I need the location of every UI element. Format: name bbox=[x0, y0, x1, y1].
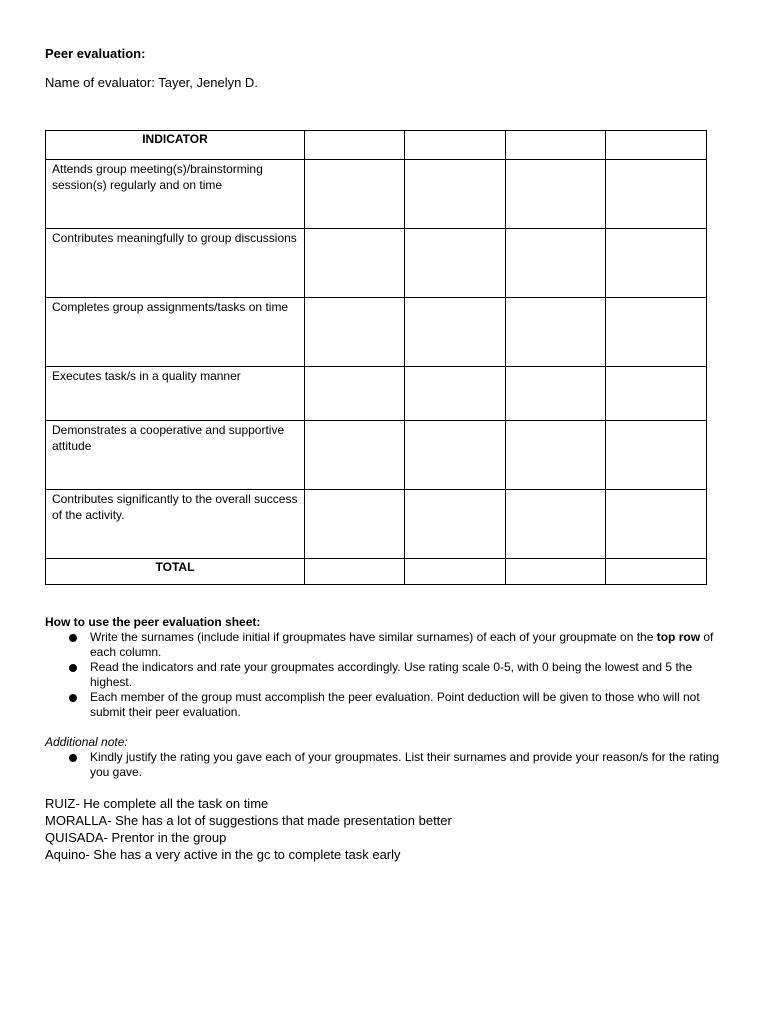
rating-cell[interactable] bbox=[305, 367, 405, 421]
groupmate-name-cell-2[interactable] bbox=[405, 131, 506, 160]
list-item bbox=[45, 630, 735, 660]
groupmate-name-cell-4[interactable] bbox=[606, 131, 707, 160]
total-cell[interactable] bbox=[305, 559, 405, 585]
justification-line: QUISADA- Prentor in the group bbox=[45, 830, 227, 845]
total-cell[interactable] bbox=[606, 559, 707, 585]
table-row bbox=[46, 490, 707, 559]
rating-cell[interactable] bbox=[506, 298, 606, 367]
rating-cell[interactable] bbox=[405, 298, 506, 367]
bullet-icon bbox=[69, 664, 77, 672]
groupmate-name-cell-1[interactable] bbox=[305, 131, 405, 160]
rating-cell[interactable] bbox=[305, 421, 405, 490]
rating-cell[interactable] bbox=[305, 229, 405, 298]
table-row bbox=[46, 421, 707, 490]
indicator-header: INDICATOR bbox=[46, 131, 305, 160]
groupmate-name-cell-3[interactable] bbox=[506, 131, 606, 160]
instructions-title: How to use the peer evaluation sheet: bbox=[45, 615, 261, 629]
rating-cell[interactable] bbox=[305, 160, 405, 229]
rating-cell[interactable] bbox=[606, 367, 707, 421]
instruction-text: Each member of the group must accomplish the peer evaluation. Point deduction will be given to those who will not submit their peer evaluation. bbox=[90, 690, 700, 719]
total-cell[interactable] bbox=[506, 559, 606, 585]
list-item bbox=[45, 660, 735, 690]
indicator-label: Demonstrates a cooperative and supportive attitude bbox=[46, 421, 305, 490]
total-cell[interactable] bbox=[405, 559, 506, 585]
rating-cell[interactable] bbox=[506, 421, 606, 490]
rating-cell[interactable] bbox=[606, 160, 707, 229]
total-label: TOTAL bbox=[46, 559, 305, 585]
indicator-label: Executes task/s in a quality manner bbox=[46, 367, 305, 421]
page-title: Peer evaluation: bbox=[45, 46, 146, 61]
table-row bbox=[46, 160, 707, 229]
bullet-icon bbox=[69, 634, 77, 642]
justification-line: MORALLA- She has a lot of suggestions that made presentation better bbox=[45, 813, 452, 828]
instruction-text: of each column. bbox=[90, 630, 714, 659]
note-list bbox=[45, 750, 735, 780]
justification-line: RUIZ- He complete all the task on time bbox=[45, 796, 269, 811]
peer-evaluation-table bbox=[45, 130, 707, 585]
rating-cell[interactable] bbox=[405, 490, 506, 559]
rating-cell[interactable] bbox=[506, 160, 606, 229]
rating-cell[interactable] bbox=[606, 298, 707, 367]
rating-cell[interactable] bbox=[405, 160, 506, 229]
note-text: Kindly justify the rating you gave each of your groupmates. List their surnames and provide your reason/s for the rating you gave. bbox=[90, 750, 720, 779]
table-row bbox=[46, 367, 707, 421]
instruction-text: Read the indicators and rate your groupmates accordingly. Use rating scale 0-5, with 0 being the lowest and 5 the highest. bbox=[90, 660, 693, 689]
table-row bbox=[46, 298, 707, 367]
list-item bbox=[45, 690, 735, 720]
justification-line: Aquino- She has a very active in the gc to complete task early bbox=[45, 847, 401, 862]
indicator-label: Contributes significantly to the overall success of the activity. bbox=[46, 490, 305, 559]
additional-note-title: Additional note: bbox=[45, 735, 128, 749]
bullet-icon bbox=[69, 754, 77, 762]
rating-cell[interactable] bbox=[606, 421, 707, 490]
rating-cell[interactable] bbox=[305, 490, 405, 559]
rating-cell[interactable] bbox=[405, 229, 506, 298]
instruction-emphasis: top row bbox=[656, 630, 701, 644]
rating-cell[interactable] bbox=[405, 421, 506, 490]
bullet-icon bbox=[69, 694, 77, 702]
justifications-section bbox=[45, 795, 452, 863]
evaluator-name: Name of evaluator: Tayer, Jenelyn D. bbox=[45, 75, 258, 90]
rating-cell[interactable] bbox=[506, 229, 606, 298]
rating-cell[interactable] bbox=[305, 298, 405, 367]
instructions-section bbox=[45, 615, 735, 780]
rating-cell[interactable] bbox=[506, 490, 606, 559]
indicator-label: Completes group assignments/tasks on time bbox=[46, 298, 305, 367]
table-row bbox=[46, 229, 707, 298]
indicator-label: Attends group meeting(s)/brainstorming session(s) regularly and on time bbox=[46, 160, 305, 229]
total-row bbox=[46, 559, 707, 585]
list-item bbox=[45, 750, 735, 780]
instructions-list bbox=[45, 630, 735, 720]
rating-cell[interactable] bbox=[405, 367, 506, 421]
instruction-text: Write the surnames (include initial if groupmates have similar surnames) of each of your groupmate on the bbox=[90, 630, 657, 644]
table-header-row bbox=[46, 131, 707, 160]
rating-cell[interactable] bbox=[606, 229, 707, 298]
rating-cell[interactable] bbox=[506, 367, 606, 421]
indicator-label: Contributes meaningfully to group discussions bbox=[46, 229, 305, 298]
rating-cell[interactable] bbox=[606, 490, 707, 559]
